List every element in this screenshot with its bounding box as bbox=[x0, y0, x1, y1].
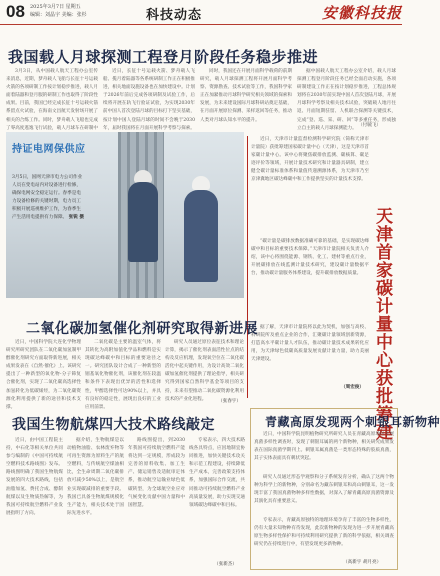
article-co2-col1: 近日，中国科学院大连化学物理研究所研究团队在二氧化碳加氢制甲醇催化剂研究方面取得新进展，相关成果发表在《自然·催化》上。该研究提出了一种新型的氧化物-分子筛复合催化剂，实现了二氧化碳高选择性加氢转化为低碳烯烃，为二氧化碳资源化利用提供了新的途径和技术支撑。 bbox=[6, 340, 81, 410]
article-co2-col3: 研究人员通过原位表征技术和理论计算，揭示了催化剂表面活性位点的结构及反应机理，发现氧空位在二氧化碳活化中起关键作用，为设计高效二氧化碳加氢催化剂提供了理论指导，相关研究得到国家自然科学基金等项目的支持，未来有望推动二氧化碳资源化利用技术的产业化进程。 bbox=[165, 340, 244, 402]
credit-fuel: （张新杰） bbox=[214, 562, 237, 567]
article-tianjin-col1: 近日，天津市计量监督检测科学研究院（简称天津市计量院）获批筹建国家碳计量中心（天津），这是天津市首家碳计量中心。该中心将聚焦碳排放监测、碳核算、碳足迹评价等领域，开展计量技术研究和计量器具研制，建立健全碳计量标准体系和量值传递溯源体系，为天津市乃至京津冀地区碳达峰碳中和工作提供坚实的计量技术支撑。 bbox=[251, 137, 369, 183]
photo-heading: 持证电网保供应 bbox=[12, 144, 86, 155]
news-photo-power-workers bbox=[6, 132, 244, 298]
photo-credit: 张锐 摄 bbox=[68, 215, 84, 220]
date-line: 2025年3月7日 星期五 bbox=[30, 4, 81, 10]
section-title: 科技动态 bbox=[146, 8, 203, 23]
article-fuel-col3: 路线图提出，到2030年我国可持续航空燃料产能将达到一定规模，形成较为完善的原料收集、加工生产、储运销售及适航审定体系，推动航空运输业绿色低碳转型，为全球航空业应对气候变化贡献中国力量和中国智慧。 bbox=[128, 438, 185, 508]
credit-lunar: （付毓飞） bbox=[358, 123, 381, 128]
credit-tianjin: （周宏俊） bbox=[341, 385, 364, 390]
article-co2-col2: 二氧化碳是主要的温室气体，将其转化为高附加值化学品和燃料是实现碳达峰碳中和目标的重要途径之一。研究团队设计合成了一种新型的铟基氧化物催化剂，该催化剂在较温和条件下表现出优异的活性和选择性，甲醇选择性可达90%以上，并具有良好的稳定性，展现出良好的工业应用前景。 bbox=[85, 340, 161, 410]
article-lunar-col1: 3月3日，从中国载人航天工程办公室传来消息，近期，梦舟载人飞船与长征十号运载火箭的各项研制工作按计划稳步推进，载人月面着陆器和登月服的研制工作也取得了阶段性成果。目前，我国已经完成长征十号运载火箭系留点火试验，在海南文昌航天发射场开展了相关的合练工作。同时，梦舟载人飞船也完成了零高度逃逸飞行试验，载人月球车在研制中 bbox=[6, 69, 98, 131]
credit-qinghai: （高新宇 胡月亮） bbox=[343, 560, 382, 565]
photo-caption-text: 3月5日，国网天津市电力公司作业人员在变电站内对设备进行检修，确保电网安全稳定运行。春季是电力设备检修的关键时期，电力员工积极开展巡视维护工作，为春季生产生活用电提供有力保障。 bbox=[12, 175, 83, 220]
headline-qinghai-fungi: 青藏高原发现两个刺银耳新物种 bbox=[265, 415, 440, 429]
editor-line: 编辑：刘晶宇 美编：张杉 bbox=[30, 12, 87, 18]
photo-helmet-2 bbox=[192, 176, 210, 190]
headline-tianjin-carbon: 天津首家碳计量中心获批筹建 bbox=[372, 207, 392, 441]
credit-co2: （张春宇） bbox=[218, 399, 241, 404]
newspaper-masthead: 安徽科技报 bbox=[322, 4, 403, 22]
photo-worker-2 bbox=[184, 190, 218, 282]
article-fuel-col4: 专家表示，四大技术路线各具特点，应因地制宜协同推进，加快关键技术攻关和示范工程建设，持续降低生产成本，完善政策支持体系，加强国际合作交流，共同推动可持续航空燃料产业高质量发展，助力实现交通领域碳达峰碳中和目标。 bbox=[189, 438, 245, 508]
article-qinghai-col2: 研究人员通过形态学观察和分子系统发育分析，确认了这两个物种为科学上的新物种，分别命名为藏东刺银耳和高山刺银耳，这一发现丰富了我国真菌物种多样性数据，对深入了解青藏高原真菌资源及其演化具有重要意义。 bbox=[254, 475, 394, 505]
article-lunar-col4: 据中国载人航天工程办公室介绍，载人月球探测工程登月阶段任务已经全面启动实施，各项研制建设工作正在按计划稳步推进，工程总体规划将在2030年前实现中国人首次登陆月球，开展月球科学考察及相关技术试验，突破载人地月往返、月面短期驻留、人机联合探测等关键技术，完成“登、巡、采、研、回”等多重任务，形成独立自主的载人月球探测能力。 bbox=[297, 69, 396, 131]
article-qinghai-col3: 专家表示，青藏高原独特的地理环境孕育了丰富的生物多样性，仍有大量未知物种有待发现，此次新物种的发现为进一步开展青藏高原生物多样性保护和可持续利用研究提供了新的科学依据，相关调查研究仍在持续进行中，有望发现更多新物种。 bbox=[254, 518, 394, 548]
article-fuel-col2: 据介绍，生物航煤是以动植物油脂、农林废弃物等可再生资源为原料生产的航空燃料，与传统航空煤油相比，全生命周期二氧化碳排放可减少50%以上，是航空业实现碳减排的重要手段。我国已具备生物航煤规模化生产能力，相关技术处于国际先进水平。 bbox=[67, 438, 124, 516]
article-fuel-col1: 近日，由中国工程院主持，中石化等相关单位共同参与编制的《中国可持续航空燃料技术路线图》发布。路线图明确了我国生物航煤发展的四大技术路线，包括油脂加氢、费托合成、醇制航煤以及生物质热解等，为我国可持续航空燃料产业发展指明了方向。 bbox=[6, 438, 63, 516]
headline-bio-jet-fuel: 我国生物航煤四大技术路线敲定 bbox=[12, 417, 215, 433]
boxed-article-qinghai bbox=[250, 408, 440, 570]
article-tianjin-col2: “碳计量是碳排放数据准确可靠的基础，是实现碳达峰碳中和目标的重要技术保障。”天津市计量院相关负责人介绍，该中心将围绕能源、钢铁、化工、建材等重点行业，开展碳排放在线监测计量技术研究，建设碳计量数据平台，推动碳计量服务体系建设，提升碳排放数据质量。 bbox=[251, 239, 369, 277]
headline-lunar-mission: 我国载人月球探测工程登月阶段任务稳步推进 bbox=[8, 48, 319, 66]
column-divider-tianjin bbox=[247, 136, 248, 398]
article-tianjin-col3: 据了解，天津市计量院将以此为契机，加强与高校、科研院所及重点企业的合作，汇聚碳计量领域创新资源，打造高水平碳计量人才队伍，推动碳计量技术成果转化应用，为天津绿色低碳高质量发展贡献计量力量，助力美丽天津建设。 bbox=[251, 325, 369, 363]
article-qinghai-col1: 近日，中国科学院昆明植物研究所研究人员在青藏高原地区开展真菌多样性调查时，发现了刺银耳属的两个新物种，相关研究成果发表在国际真菌学期刊上。刺银耳属真菌是一类形态特殊的胶质真菌，其子实体表面具有刺状突起。 bbox=[254, 432, 394, 462]
article-lunar-col3: 同时，我国还在开展月面科学载荷的前期研究，载人月球探测工程将开展月面科学考察、资源勘查、技术试验等工作，我国科学家正在加紧推动月球科学研究相关领域的探索和发展，为未来建设国际月球科研站奠定基础，在月面开展原位探测、采样返回等任务，推动人类对月球认知水平的提升。 bbox=[200, 69, 292, 123]
page-header bbox=[0, 0, 402, 25]
photo-worker-1 bbox=[128, 182, 158, 262]
page-number: 08 bbox=[6, 2, 25, 21]
photo-caption bbox=[12, 174, 84, 222]
headline-co2-catalyst: 二氧化碳加氢催化剂研究取得新进展 bbox=[26, 321, 258, 337]
article-lunar-col2: 近日，长征十号运载火箭、梦舟载人飞船、揽月着陆器等各系统研制工作正在积极推进，相关地面设施设备也在加快建设中。计划于2026年前后完成各项研制及试验工作，后续将开展在轨飞行验证试验，为实现2030年前中国人首次登陆月球的目标打下坚实基础，按计划中国人登陆月球的时间不会晚于2030年，届时我国将在月面开展科学考察与探索。 bbox=[103, 69, 195, 131]
